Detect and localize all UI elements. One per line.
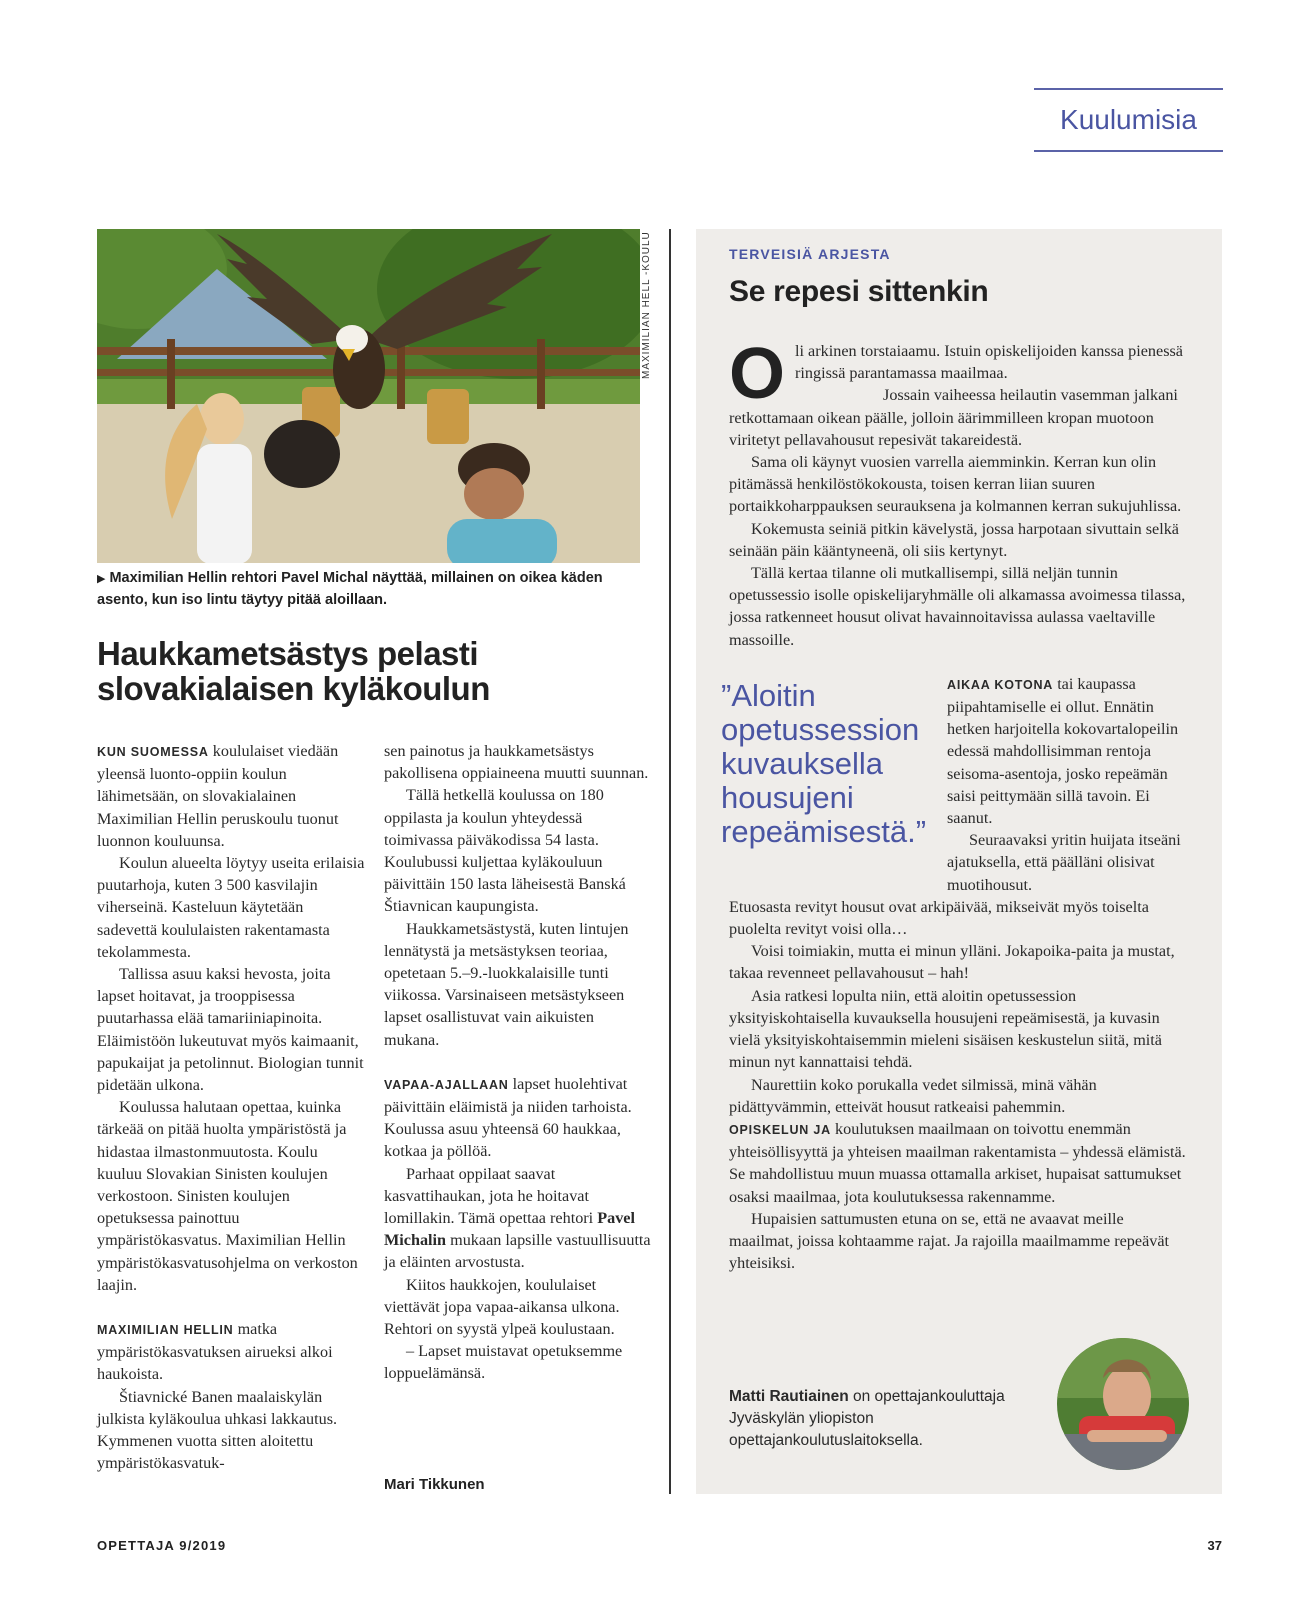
page-number: 37 bbox=[1207, 1538, 1222, 1553]
article-column-left: KUN SUOMESSA koululaiset viedään yleensä luonto-oppiin koulun lähimetsään, on slovakialainen Maximilian Hellin peruskoulu tuonut luonnon kouluunsa. Koulun alueelta löytyy useita erilaisia puutarhoja, kuten 3 500 kasvilajin viherseinä. Kasteluun käytetään sadevettä koululaisten rakentamasta tekolammesta. Tallissa asuu kaksi hevosta, joita lapset hoitavat, ja trooppisessa puutarhassa elää tamariiniapinoita. Eläimistöön lukeutuvat myös kaimaanit, papukaijat ja petolinnut. Biologian tunnit pidetään ulkona. Koulussa halutaan opettaa, kuinka tärkeää on pitää huolta ympäristöstä ja hidastaa ilmastonmuutosta. Koulu kuuluu Slovakian Sinisten koulujen verkostoon. Sinisten koulujen opetuksessa painottuu ympäristökasvatus. Maximilian Hellin ympäristökasvatusohjelma on verkoston laajin. MAXIMILIAN HELLIN matka ympäristökasvatuksen airueksi alkoi haukoista. Štiavnické Banen maalaiskylän julkista kyläkoulua uhkasi lakkautus. Kymmenen vuotta sitten aloitettu ympäristökasvatuk- bbox=[97, 742, 365, 1473]
article-column-middle: sen painotus ja haukkametsästys pakollisena oppiaineena muutti suunnan. Tällä hetkellä koulussa on 180 oppilasta ja koulun yhteydessä toimivassa päiväkodissa 54 lasta. Koulubussi kuljettaa kyläkouluun päivittäin 150 lasta läheisestä Banská Štiavnican kaupungista. Haukkametsästystä, kuten lintujen lennätystä ja metsästyksen teoriaa, opetetaan 5.–9.-luokkalaisille tunti viikossa. Varsinaiseen metsästykseen lapset osallistuvat vain aikuisten mukana. VAPAA-AJALLAAN lapset huolehtivat päivittäin eläimistä ja niiden tarhoista. Koulussa asuu yhteensä 60 haukkaa, kotkaa ja pöllöä. Parhaat oppilaat saavat kasvattihaukan, jota he hoitavat lomillakin. Tämä opettaa rehtori Pavel Michalin mukaan lapsille vastuullisuutta ja eläinten arvostusta. Kiitos haukkojen, koululaiset viettävät jopa vapaa-aikansa ulkona. Rehtori on syystä ylpeä koulustaan. – Lapset muistavat opetuksemme loppuelämänsä. bbox=[384, 742, 651, 1383]
footer-magazine: OPETTAJA 9/2019 bbox=[97, 1538, 227, 1553]
article-headline: Haukkametsästys pelasti slovakialaisen kyläkoulun bbox=[97, 635, 490, 707]
article-author: Mari Tikkunen bbox=[384, 1476, 485, 1493]
sidebar-kicker: TERVEISIÄ ARJESTA bbox=[729, 246, 891, 262]
pull-quote: ”Aloitin opetussession kuvauksella housujeni repeämisestä.” bbox=[721, 677, 927, 849]
photo-caption: ▶ Maximilian Hellin rehtori Pavel Michal näyttää, millainen on oikea käden asento, kun iso lintu täytyy pitää aloillaan. bbox=[97, 570, 603, 608]
sidebar-title: Se repesi sittenkin bbox=[729, 275, 989, 308]
drop-cap: O bbox=[729, 334, 786, 414]
author-bio: Matti Rautiainen on opettajankouluttaja Jyväskylän yliopiston opettajankoulutuslaitoksella. bbox=[729, 1388, 1005, 1449]
article-photo bbox=[97, 229, 640, 563]
author-avatar bbox=[1057, 1338, 1189, 1470]
section-tag: Kuulumisia bbox=[1034, 88, 1223, 152]
photo-credit: MAXIMILIAN HELL -KOULU bbox=[641, 231, 652, 379]
caption-triangle-icon: ▶ bbox=[97, 573, 106, 585]
sidebar-body: Oli arkinen torstaiaamu. Istuin opiskelijoiden kanssa pienessä ringissä parantamassa maailmaa. Jossain vaiheessa heilautin vasemman jalkani retkottamaan oikean päälle, jolloin äärimmilleen kropan muotoon viritetyt pellavahousut repesivät takareidestä. Sama oli käynyt vuosien varrella aiemminkin. Kerran kun olin pitämässä henkilöstökokousta, toisen kerran liian suuren portaikkoharppauksen seurauksena ja kolmannen kerran sukujuhlissa. Kokemusta seiniä pitkin kävelystä, jossa harpotaan sivuttain selkä seinään päin kääntyneenä, oli siis kertynyt. Tällä kertaa tilanne oli mutkallisempi, sillä neljän tunnin opetussessio isolle opiskelijaryhmälle oli alkamassa avoimessa tilassa, jossa ratkenneet housut olivat havainnoitavissa aulassa vaeltaville massoille. ”Aloitin opetussession kuvauksella housujeni repeämisestä.” AIKAA KOTONA tai kaupassa piipahtamiselle ei ollut. Ennätin hetken harjoitella kokovartalopeilin edessä mahdollisimman rentoja seisoma-asentoja, josko repeämän saisi peittymään sillä tavoin. Ei saanut. Seuraavaksi yritin huijata itseäni ajatuksella, että päälläni olisivat muotihousut. Etuosasta revityt housut ovat arkipäivää, mikseivät myös toiselta puolelta revityt voisi olla… Voisi toimiakin, mutta ei minun ylläni. Jokapoika-paita ja mustat, takaa revenneet pellavahousut – hah! Asia ratkesi lopulta niin, että aloitin opetussession yksityiskohtaisella kuvauksella housujeni repeämisestä, ja kuvasin vielä yksityiskohtaisemmin mieleni sisäisen keskustelun siitä, mitä minun nyt kannattaisi tehdä. Naurettiin koko porukalla vedet silmissä, minä vähän pidättyvämmin, etteivät housut ratkeaisi pahemmin. OPISKELUN JA koulutuksen maailmaan on toivottu enemmän yhteisöllisyyttä ja yhteisen maailman rakentamista – yhdessä elämistä. Se mahdollistuu muun muassa ottamalla arkiset, hupaisat sattumukset osaksi maailmaa, jota koulutuksessa rakennamme. Hupaisien sattumusten etuna on se, että ne avaavat meille maailmat, joissa kohtaamme rajat. Ja rajoilla maailmamme repeävät yhteisiksi. bbox=[721, 334, 1186, 1273]
column-divider bbox=[669, 229, 671, 1494]
